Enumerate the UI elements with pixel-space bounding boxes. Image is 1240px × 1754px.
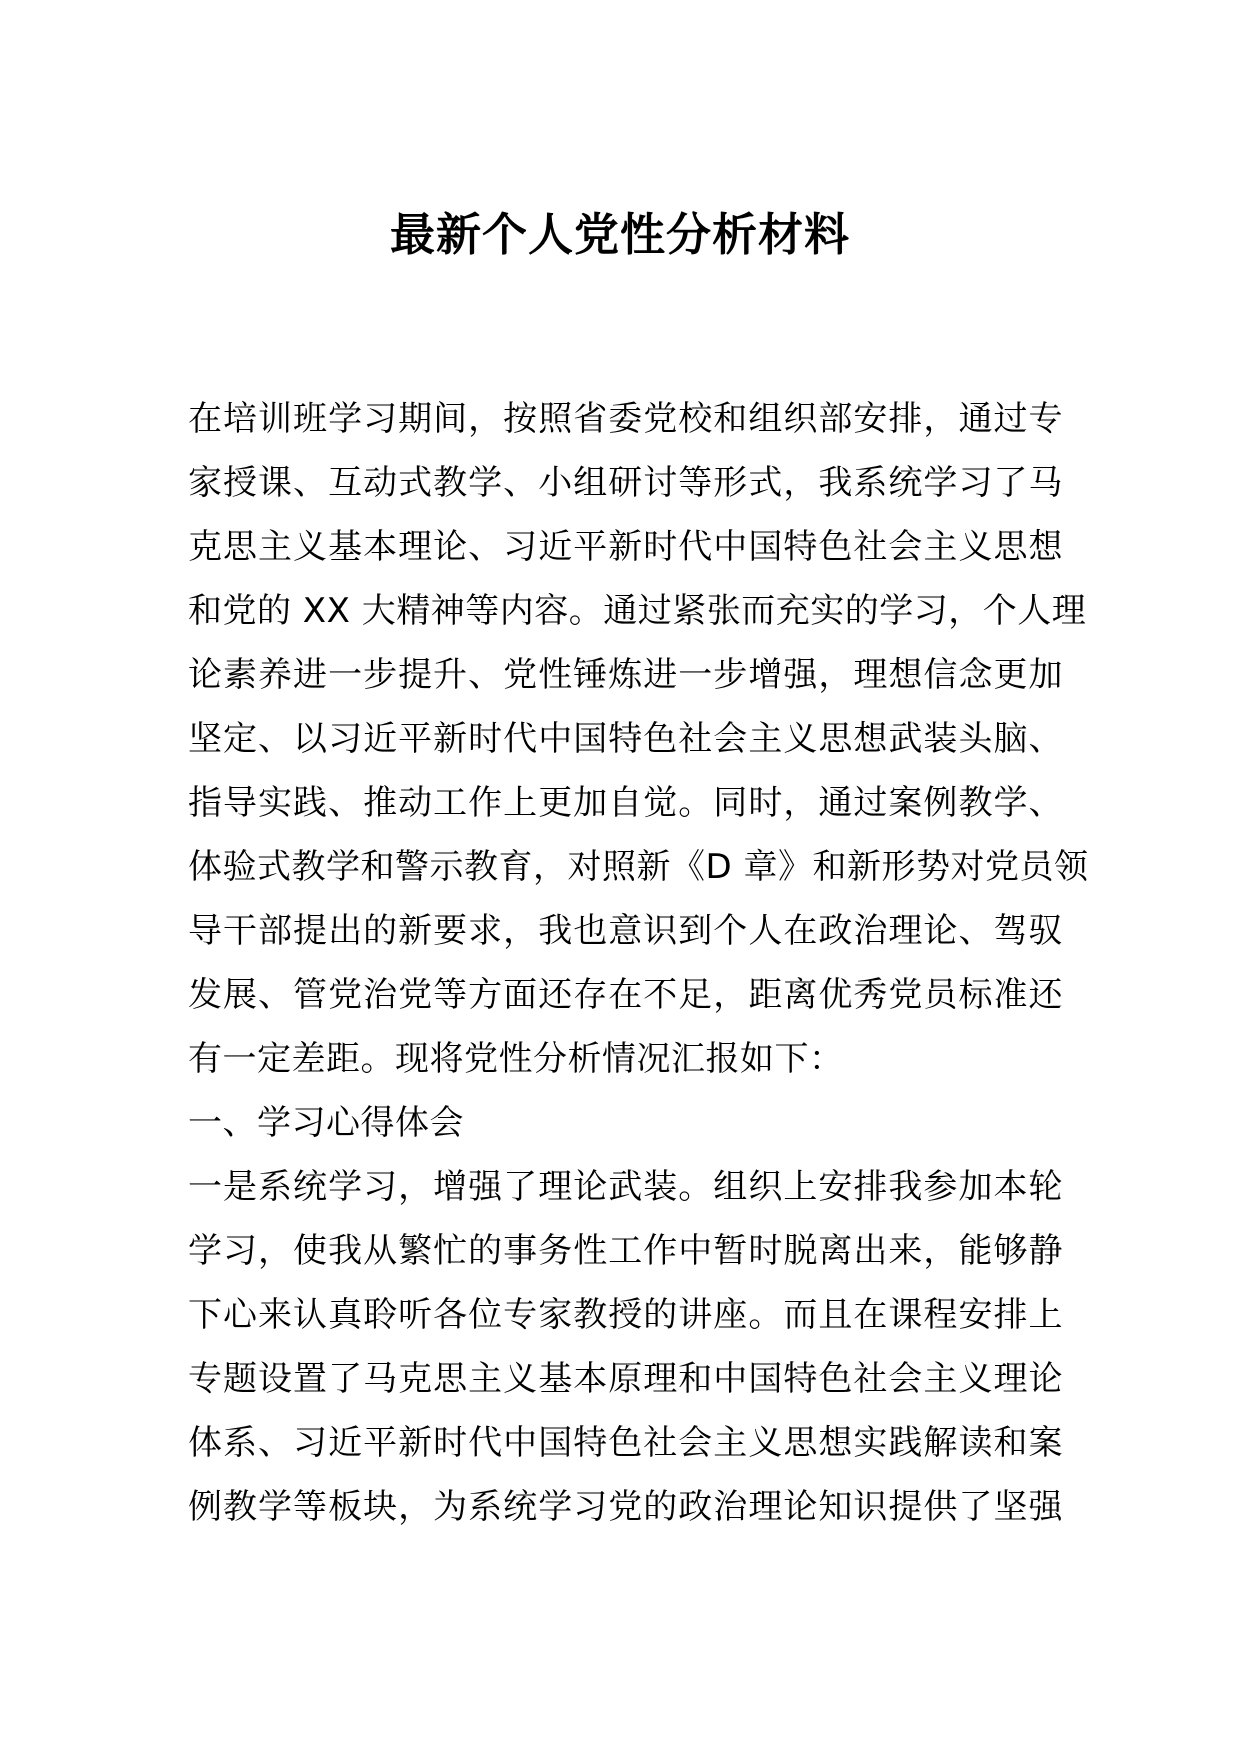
body-line: 体系、习近平新时代中国特色社会主义思想实践解读和案 bbox=[188, 1423, 1063, 1463]
body-line: 克思主义基本理论、习近平新时代中国特色社会主义思想 bbox=[188, 527, 1063, 567]
document-body bbox=[188, 387, 1089, 1539]
body-line: 家授课、互动式教学、小组研讨等形式，我系统学习了马 bbox=[188, 463, 1063, 503]
body-line: 论素养进一步提升、党性锤炼进一步增强，理想信念更加 bbox=[188, 655, 1063, 695]
body-line: 在培训班学习期间，按照省委党校和组织部安排，通过专 bbox=[188, 399, 1063, 439]
document-title: 最新个人党性分析材料 bbox=[389, 208, 850, 261]
body-line: 导干部提出的新要求，我也意识到个人在政治理论、驾驭 bbox=[188, 911, 1063, 951]
body-line: 有一定差距。现将党性分析情况汇报如下： bbox=[188, 1039, 844, 1079]
body-line: 专题设置了马克思主义基本原理和中国特色社会主义理论 bbox=[188, 1359, 1063, 1399]
body-line: 一是系统学习，增强了理论武装。组织上安排我参加本轮 bbox=[188, 1167, 1063, 1207]
body-line: 和党的 XX 大精神等内容。通过紧张而充实的学习，个人理 bbox=[188, 591, 1087, 631]
body-line: 坚定、以习近平新时代中国特色社会主义思想武装头脑、 bbox=[188, 719, 1063, 759]
body-line: 下心来认真聆听各位专家教授的讲座。而且在课程安排上 bbox=[188, 1295, 1063, 1335]
body-line: 例教学等板块，为系统学习党的政治理论知识提供了坚强 bbox=[188, 1487, 1063, 1527]
body-line: 学习，使我从繁忙的事务性工作中暂时脱离出来，能够静 bbox=[188, 1231, 1063, 1271]
body-line: 指导实践、推动工作上更加自觉。同时，通过案例教学、 bbox=[188, 783, 1063, 823]
section-heading: 一、学习心得体会 bbox=[188, 1103, 464, 1143]
body-line: 体验式教学和警示教育，对照新《D 章》和新形势对党员领 bbox=[188, 847, 1089, 887]
body-line: 发展、管党治党等方面还存在不足，距离优秀党员标准还 bbox=[188, 975, 1063, 1015]
